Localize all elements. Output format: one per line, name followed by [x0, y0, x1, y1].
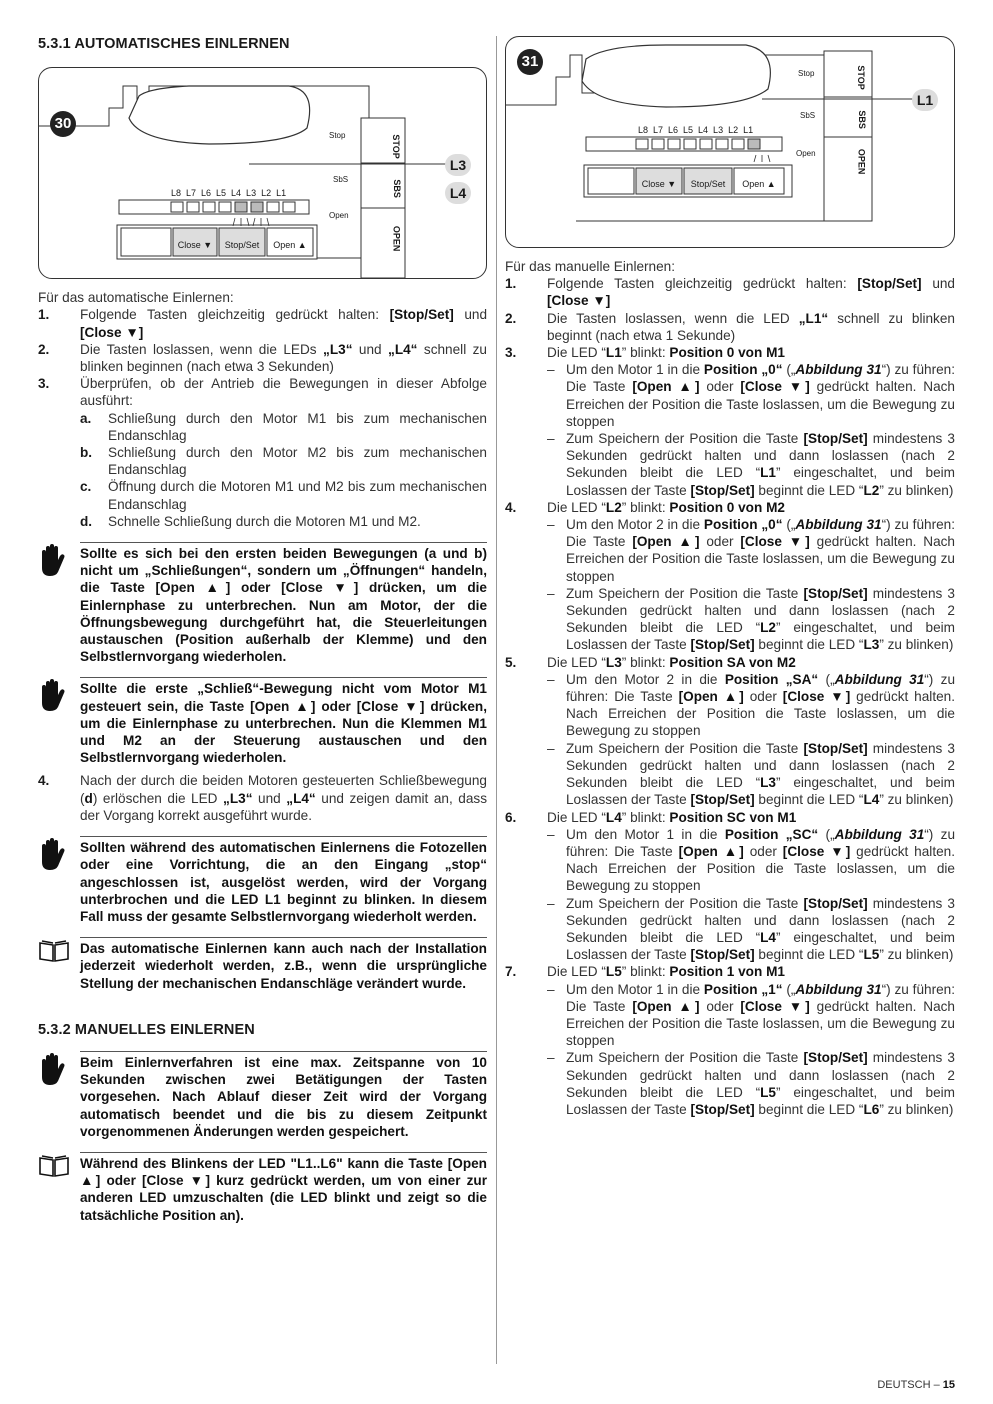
step-number: 4. [38, 773, 50, 789]
led-indicator [732, 139, 744, 149]
step-item [505, 499, 955, 516]
led-indicator [219, 202, 231, 212]
step-item [505, 344, 955, 361]
detail-text: Um den Motor 1 in die Position „1“ („Abbildung 31“) zu führen: Die Taste [Open ▲] oder [Close ▼] gedrückt halten. Nach Erreichen der Position die Taste loslassen, um die Bewegung zu stoppen [566, 981, 955, 1049]
substep-text: Schließung durch den Motor M2 bis zum mechanischen Endanschlag [108, 445, 487, 478]
detail-text: Zum Speichern der Position die Taste [Stop/Set] mindestens 3 Sekunden gedrückt halten und dann loslassen (nach 2 Sekunden bleibt die LED “L5” eingeschaltet, und beim Loslassen der Taste [Stop/Set] beginnt die LED “L6” zu blinken) [566, 1050, 955, 1117]
automatic-steps [38, 306, 487, 409]
step-number: 4. [505, 499, 517, 515]
step-number: 1. [38, 307, 50, 323]
step-number: 2. [38, 341, 50, 357]
terminal-label-stop: Stop [798, 69, 815, 78]
warning-note [38, 677, 487, 766]
right-column [505, 36, 955, 1118]
detail-item [547, 826, 955, 895]
step-text: Die LED “L5” blinkt: Position 1 von M1 [547, 964, 785, 980]
manual-steps [505, 275, 955, 1118]
detail-item [547, 1049, 955, 1118]
info-note [38, 1152, 487, 1224]
dash-bullet: – [547, 431, 555, 447]
substep-text: Schließung durch den Motor M1 bis zum mechanischen Endanschlag [108, 410, 487, 443]
substep-letter: c. [80, 479, 92, 495]
figure-31 [505, 36, 955, 248]
detail-item [547, 981, 955, 1050]
callout-l3: L3 [445, 154, 471, 176]
note-text: Sollte die erste „Schließ“-Bewegung nicht vom Motor M1 gesteuert sein, die Taste [Open ▲] oder [Close ▼] drücken, um die Einlernphase zu unterbrechen. Nun die Klemmen M1 und M2 an der Steuerung austauschen und den Selbstlernvorgang wiederholen. [80, 677, 487, 766]
step-text: Die LED “L4” blinkt: Position SC von M1 [547, 809, 797, 825]
step-text: Überprüfen, ob der Antrieb die Bewegungen in dieser Abfolge ausführt: [80, 376, 487, 409]
detail-item [547, 361, 955, 430]
terminal-label-stop: Stop [329, 131, 346, 141]
info-note [38, 937, 487, 992]
led-indicator [187, 202, 199, 212]
step-text: Nach der durch die beiden Motoren gesteuerten Schließbewegung (d) erlöschen die LED „L3“ und „L4“ und zeigen damit an, dass der Vorgang korrekt ausgeführt wurde. [80, 773, 487, 823]
column-divider [496, 36, 497, 1364]
hand-warning-icon [38, 836, 80, 925]
detail-text: Zum Speichern der Position die Taste [Stop/Set] mindestens 3 Sekunden gedrückt halten und dann loslassen (nach 2 Sekunden bleibt die LED “L1” eingeschaltet, und beim Loslassen der Taste [Stop/Set] beginnt die LED “L2” zu blinken) [566, 431, 955, 498]
figure-number-badge: 30 [50, 111, 76, 137]
stop-set-button: Stop/Set [224, 240, 260, 251]
detail-item [547, 740, 955, 809]
intro-automatic: Für das automatische Einlernen: [38, 290, 234, 306]
dash-bullet: – [547, 740, 555, 756]
substep-letter: a. [80, 410, 92, 426]
led-labels: L8 L7 L6 L5 L4 L3 L2 L1 [638, 125, 754, 135]
step-text: Folgende Tasten gleichzeitig gedrückt halten: [Stop/Set] und [Close ▼] [80, 307, 488, 340]
hand-warning-icon [38, 677, 80, 766]
section-heading-automatic: 5.3.1 AUTOMATISCHES EINLERNEN [38, 36, 290, 52]
dash-bullet: – [547, 362, 555, 378]
led-indicator [203, 202, 215, 212]
step-item [505, 963, 955, 980]
dash-bullet: – [547, 585, 555, 601]
terminal-side-open: OPEN [391, 226, 402, 252]
detail-text: Um den Motor 1 in die Position „SC“ („Abbildung 31“) zu führen: Die Taste [Open ▲] oder [Close ▼] gedrückt halten. Nach Erreichen der Position die Taste loslassen, um die Bewegung zu stoppen [566, 826, 956, 894]
close-button: Close ▼ [641, 179, 677, 189]
dash-bullet: – [547, 826, 555, 842]
step-text: Die Tasten loslassen, wenn die LEDs „L3“ und „L4“ schnell zu blinken beginnen (nach etwa 3 Sekunden) [80, 341, 487, 375]
note-text: Das automatische Einlernen kann auch nach der Installation jederzeit wiederholt werden, z.B., wenn die ursprüngliche Stellung der mechanischen Endanschläge verändert wurde. [80, 937, 487, 992]
step-number: 5. [505, 654, 517, 670]
detail-text: Zum Speichern der Position die Taste [Stop/Set] mindestens 3 Sekunden gedrückt halten und dann loslassen (nach 2 Sekunden bleibt die LED “L4” eingeschaltet, und beim Loslassen der Taste [Stop/Set] beginnt die LED “L5” zu blinken) [566, 895, 955, 963]
led-indicator [716, 139, 728, 149]
step-number: 6. [505, 809, 517, 825]
step-number: 7. [505, 964, 517, 980]
substep-letter: d. [80, 513, 93, 529]
terminal-side-open: OPEN [856, 148, 867, 175]
led-indicator [652, 139, 664, 149]
led-indicator [700, 139, 712, 149]
step-number: 2. [505, 310, 517, 326]
open-button: Open ▲ [273, 240, 307, 251]
substep-item [80, 513, 487, 530]
step-details [547, 671, 955, 809]
terminal-label-sbs: SbS [800, 111, 816, 120]
step-details [547, 361, 955, 499]
detail-item [547, 585, 955, 654]
control-board-drawing [506, 37, 955, 248]
detail-text: Zum Speichern der Position die Taste [Stop/Set] mindestens 3 Sekunden gedrückt halten und dann loslassen (nach 2 Sekunden bleibt die LED “L2” eingeschaltet, und beim Loslassen der Taste [Stop/Set] beginnt die LED “L3” zu blinken) [566, 585, 955, 653]
step-item [38, 375, 487, 409]
control-board-drawing [39, 68, 487, 279]
terminal-side-stop: STOP [390, 134, 401, 159]
step-item [505, 310, 955, 344]
terminal-side-sbs: SBS [856, 110, 867, 129]
led-indicator [251, 202, 263, 212]
warning-note [38, 542, 487, 665]
led-indicator [684, 139, 696, 149]
detail-item [547, 516, 955, 585]
section-heading-manual: 5.3.2 MANUELLES EINLERNEN [38, 1021, 255, 1038]
substep-item [80, 478, 487, 512]
detail-item [547, 430, 955, 499]
book-icon [38, 1152, 80, 1224]
note-text: Beim Einlernverfahren ist eine max. Zeitspanne von 10 Sekunden zwischen zwei Betätigungen der Tasten vorgesehen. Nach Ablauf dieser Zeit wird der Vorgang automatisch beendet und die bis zu diesem Zeitpunkt vorgenommenen Änderungen werden gespeichert. [80, 1051, 487, 1140]
step-number: 3. [505, 345, 517, 361]
warning-note [38, 1051, 487, 1140]
dash-bullet: – [547, 895, 555, 911]
step-details [547, 826, 955, 964]
terminal-label-open: Open [796, 149, 816, 158]
substep-text: Öffnung durch die Motoren M1 und M2 bis zum mechanischen Endanschlag [108, 479, 487, 512]
led-indicator [283, 202, 295, 212]
step-item [505, 275, 955, 309]
substep-text: Schnelle Schließung durch die Motoren M1 und M2. [108, 513, 421, 529]
note-text: Sollte es sich bei den ersten beiden Bewegungen (a und b) nicht um „Schließungen“, sondern um „Öffnungen“ handeln, die Taste [Open ▲] oder [Close ▼] drücken, um die Einlernphase zu unterbrechen. Nun am Motor, der die Öffnungsbewegung durchgeführt hat, die Steuerleitungen austauschen (Position außerhalb der Klemme) und den Selbstlernvorgang wiederholen. [80, 542, 487, 665]
dash-bullet: – [547, 981, 555, 997]
page-footer [877, 1377, 955, 1394]
step-number: 1. [505, 276, 517, 292]
step-item [38, 341, 487, 375]
callout-l1: L1 [912, 89, 938, 111]
substep-item [80, 444, 487, 478]
dash-bullet: – [547, 517, 555, 533]
detail-text: Um den Motor 1 in die Position „0“ („Abbildung 31“) zu führen: Die Taste [Open ▲] oder [Close ▼] gedrückt halten. Nach Erreichen der Position die Taste loslassen, um die Bewegung zu stoppen [566, 362, 955, 429]
intro-manual: Für das manuelle Einlernen: [505, 259, 676, 274]
step-number: 3. [38, 376, 50, 392]
step-item [38, 306, 487, 340]
step-details [547, 516, 955, 654]
led-indicator [235, 202, 247, 212]
dash-bullet: – [547, 671, 555, 687]
note-text: Sollten während des automatischen Einlernens die Fotozellen oder eine Vorrichtung, die an den Eingang „stop“ angeschlossen ist, ausgelöst werden, wird der Vorgang unterbrochen und die LED L1 beginnt zu blinken. In diesem Fall muss der gesamte Selbstlernvorgang wiederholt werden. [80, 836, 487, 925]
detail-item [547, 671, 955, 740]
step-text: Die LED “L1” blinkt: Position 0 von M1 [547, 345, 785, 361]
detail-item [547, 895, 955, 964]
detail-text: Um den Motor 2 in die Position „0“ („Abbildung 31“) zu führen: Die Taste [Open ▲] oder [Close ▼] gedrückt halten. Nach Erreichen der Position die Taste loslassen, um die Bewegung zu stoppen [566, 517, 955, 584]
step-item [505, 654, 955, 671]
detail-text: Um den Motor 2 in die Position „SA“ („Abbildung 31“) zu führen: Die Taste [Open ▲] oder [Close ▼] gedrückt halten. Nach Erreichen der Position die Taste loslassen, um die Bewegung zu stoppen [566, 671, 956, 739]
open-button: Open ▲ [742, 179, 776, 189]
step-text: Folgende Tasten gleichzeitig gedrückt halten: [Stop/Set] und [Close ▼] [547, 276, 955, 309]
terminal-label-open: Open [329, 211, 349, 221]
close-button: Close ▼ [177, 240, 213, 251]
book-icon [38, 937, 80, 992]
left-column [38, 36, 487, 1224]
step-text: Die LED “L2” blinkt: Position 0 von M2 [547, 499, 785, 515]
warning-note [38, 836, 487, 925]
terminal-label-sbs: SbS [333, 175, 349, 185]
stop-set-button: Stop/Set [690, 179, 726, 189]
led-indicator [171, 202, 183, 212]
detail-text: Zum Speichern der Position die Taste [Stop/Set] mindestens 3 Sekunden gedrückt halten und dann loslassen (nach 2 Sekunden bleibt die LED “L3” eingeschaltet, und beim Loslassen der Taste [Stop/Set] beginnt die LED “L4” zu blinken) [566, 740, 955, 808]
led-labels: L8 L7 L6 L5 L4 L3 L2 L1 [171, 188, 287, 199]
step-details [547, 981, 955, 1119]
step-item [505, 809, 955, 826]
terminal-side-stop: STOP [855, 65, 866, 90]
terminal-side-sbs: SBS [391, 179, 402, 199]
automatic-substeps [80, 410, 487, 530]
hand-warning-icon [38, 542, 80, 665]
page-number: 15 [942, 1379, 955, 1391]
hand-warning-icon [38, 1051, 80, 1140]
figure-30 [38, 67, 487, 279]
led-indicator [748, 139, 760, 149]
substep-letter: b. [80, 445, 93, 461]
step-4 [38, 772, 487, 824]
callout-l4: L4 [445, 182, 471, 204]
dash-bullet: – [547, 1050, 555, 1066]
led-indicator [636, 139, 648, 149]
led-indicator [267, 202, 279, 212]
note-text: Während des Blinkens der LED "L1..L6" kann die Taste [Open ▲] oder [Close ▼] kurz gedrückt werden, um von einer zur anderen LED umzuschalten (die LED blinkt und zeigt so die tatsächliche Position an). [80, 1152, 487, 1224]
step-text: Die LED “L3” blinkt: Position SA von M2 [547, 654, 796, 670]
led-indicator [668, 139, 680, 149]
footer-language: DEUTSCH – [877, 1379, 943, 1391]
step-text: Die Tasten loslassen, wenn die LED „L1“ schnell zu blinken beginnt (nach etwa 1 Sekunde) [547, 310, 955, 343]
figure-number-badge: 31 [517, 49, 543, 75]
substep-item [80, 410, 487, 444]
